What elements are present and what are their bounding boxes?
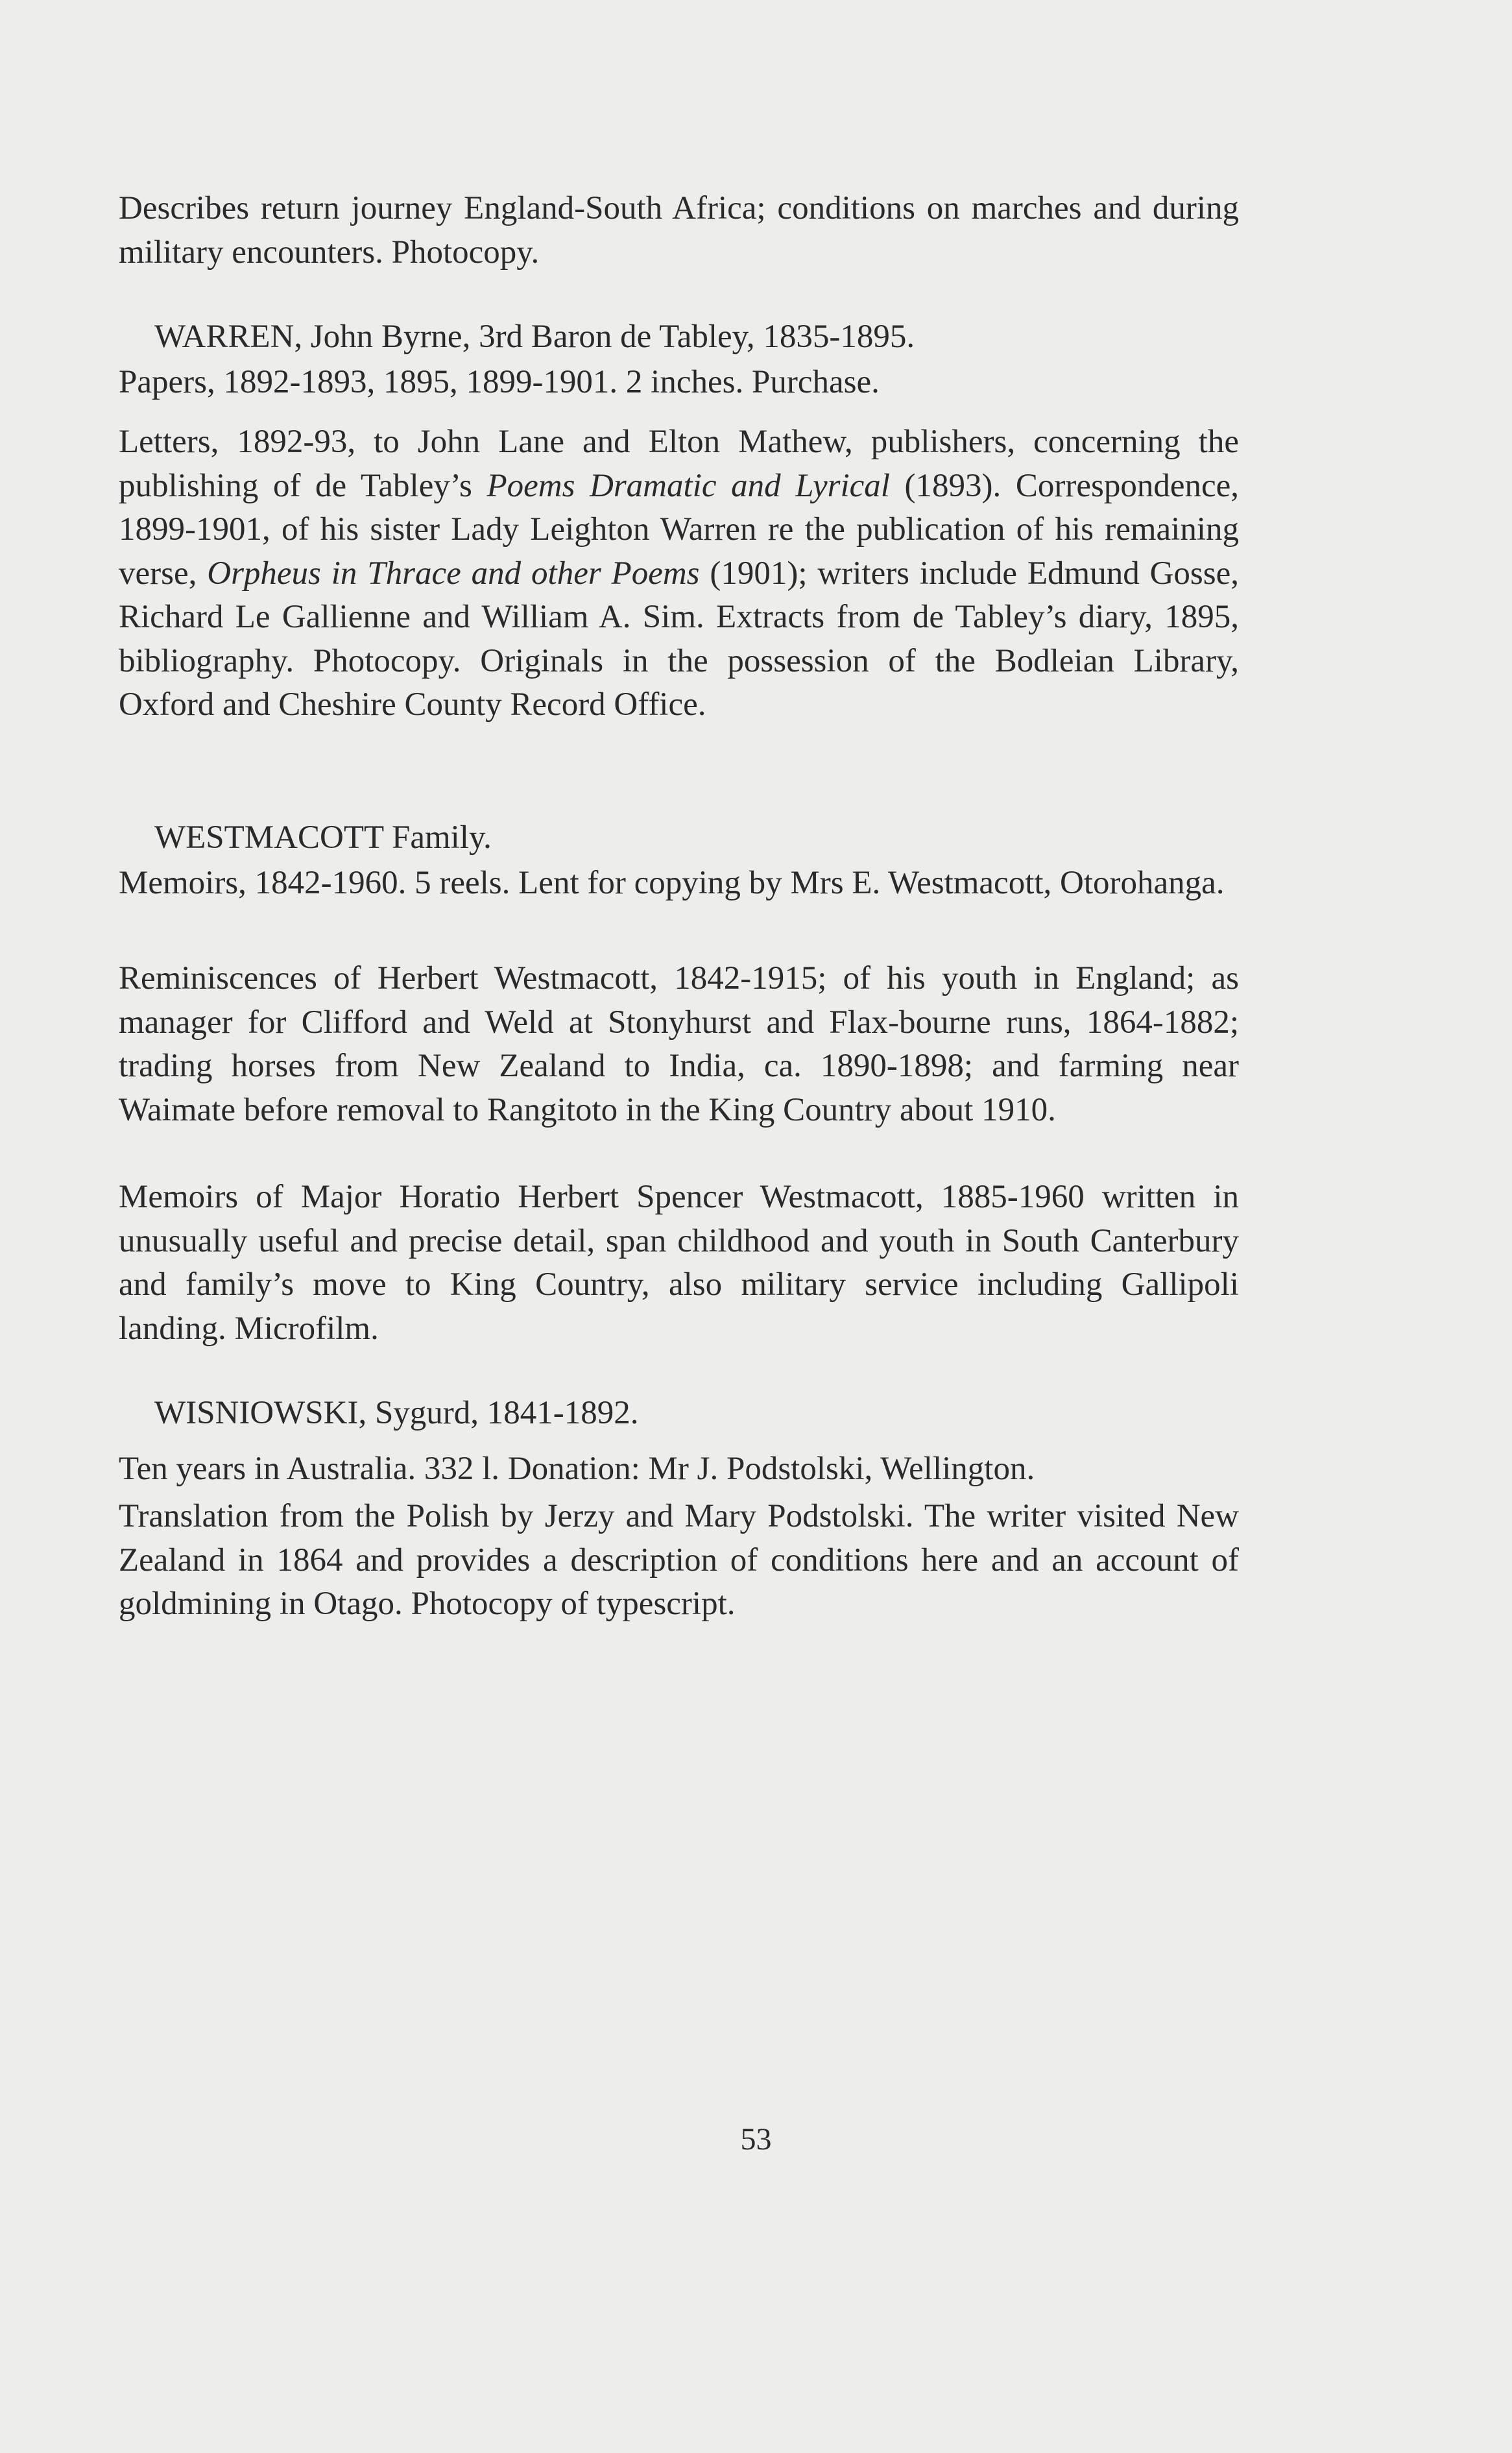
entry-summary-warren: Papers, 1892-1893, 1895, 1899-1901. 2 inches. Purchase. — [119, 364, 880, 400]
desc-text: (1893). Correspondence, 1899-1901, of his sister Lady Leighton Warren re the publication of his remaining verse, — [119, 467, 1239, 592]
page-number: 53 — [740, 2122, 772, 2157]
desc-text: (1901); writers include Edmund Gosse, Richard Le Gallienne and William A. Sim. Extracts from de Tabley’s diary, 1895, bibliography. Photocopy. Originals in the possession of the Bodleian Library, Oxford and Cheshire County Record Office. — [119, 555, 1239, 723]
desc-text: Letters, 1892-93, to John Lane and Elton Mathew, publishers, concerning the publishing of de Tabley’s — [119, 424, 1239, 504]
entry-heading-wisniowski: WISNIOWSKI, Sygurd, 1841-1892. — [154, 1395, 639, 1431]
entry-description-westmacott-1: Reminiscences of Herbert Westmacott, 1842-1915; of his youth in England; as manager for Clifford and Weld at Stonyhurst and Flax-bourne runs, 1864-1882; trading horses from New Zealand to India, ca. 1890-1898; and farming near Waimate before removal to Rangitoto in the King Country about 1910. — [119, 960, 1239, 1128]
entry-description-wisniowski: Translation from the Polish by Jerzy and Mary Podstolski. The writer visited New Zealand in 1864 and provides a description of conditions here and an account of goldmining in Otago. Photocopy of typescript. — [119, 1498, 1239, 1622]
entry-heading-warren: WARREN, John Byrne, 3rd Baron de Tabley, 1835-1895. — [154, 319, 915, 355]
entry-summary-westmacott: Memoirs, 1842-1960. 5 reels. Lent for copying by Mrs E. Westmacott, Otorohanga. — [119, 865, 1225, 901]
intro-paragraph: Describes return journey England-South Africa; conditions on marches and during military encounters. Photocopy. — [119, 190, 1239, 271]
title-italic: Orpheus in Thrace and other Poems — [207, 555, 700, 592]
title-italic: Poems Dramatic and Lyrical — [486, 467, 890, 504]
entry-description-warren — [119, 420, 1239, 727]
entry-heading-westmacott: WESTMACOTT Family. — [154, 819, 492, 856]
entry-summary-wisniowski: Ten years in Australia. 332 l. Donation: Mr J. Podstolski, Wellington. — [119, 1451, 1035, 1487]
entry-description-westmacott-2: Memoirs of Major Horatio Herbert Spencer Westmacott, 1885-1960 written in unusually useful and precise detail, span childhood and youth in South Canterbury and family’s move to King Country, also military service including Gallipoli landing. Microfilm. — [119, 1179, 1239, 1347]
